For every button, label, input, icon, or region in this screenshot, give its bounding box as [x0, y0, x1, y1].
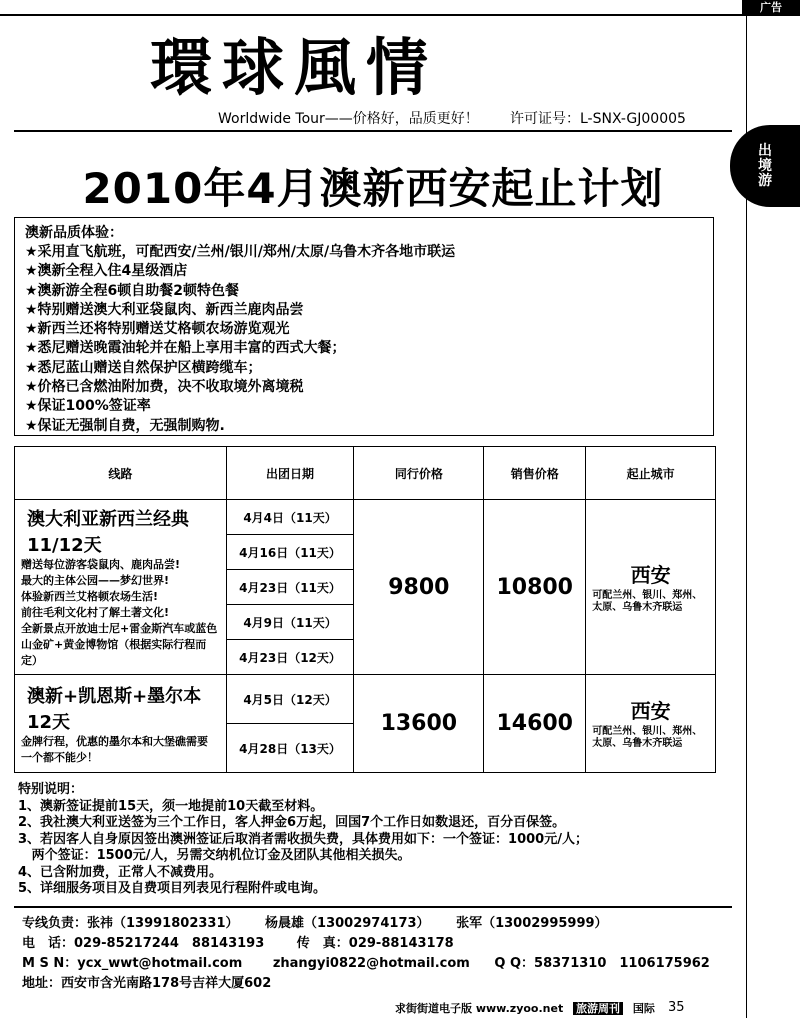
footer [395, 1000, 655, 1016]
route-line: 前往毛利文化村了解土著文化! [21, 606, 170, 619]
peer-price: 9800 [354, 500, 484, 675]
license-number: 许可证号：L-SNX-GJ00005 [510, 111, 686, 127]
table-row [15, 500, 716, 535]
connection-note: 可配兰州、银川、郑州、太原、乌鲁木齐联运 [592, 589, 703, 613]
contact-line-managers [22, 914, 722, 934]
contact-item: 张军（13002995999） [456, 916, 608, 931]
departure-date: 4月9日（11天） [226, 605, 354, 640]
note-item: 1、澳新签证提前15天，须一地提前10天截至材料。 [18, 798, 324, 814]
fax-number: 传 真：029-88143178 [296, 936, 454, 951]
qq-contact: Q Q：58371310 1106175962 [494, 956, 710, 971]
route-line: 山金矿+黄金博物馆（根据实际行程而定） [21, 638, 207, 667]
top-rule [0, 14, 748, 16]
departure-date: 4月23日（12天） [226, 640, 354, 675]
table-header-row [15, 447, 716, 500]
note-item: 4、已含附加费，正常人不减费用。 [18, 864, 223, 880]
route-line: 全新景点开放迪士尼+雷金斯汽车或蓝色 [21, 622, 218, 635]
city-cell [586, 675, 716, 773]
quality-item: ★保证100%签证率 [25, 398, 151, 415]
section-tab-label: 出境游 [758, 142, 772, 189]
quality-item: ★澳新全程入住4星级酒店 [25, 263, 188, 280]
sale-price: 14600 [484, 675, 586, 773]
footer-brand: 旅游周刊 [573, 1002, 623, 1015]
peer-price: 13600 [354, 675, 484, 773]
note-item: 3、若因客人自身原因签出澳洲签证后取消者需收损失费，具体费用如下：一个签证：1000元/人； [18, 831, 588, 847]
city-cell [586, 500, 716, 675]
connection-note: 可配兰州、银川、郑州、太原、乌鲁木齐联运 [592, 726, 703, 749]
route-cell [15, 675, 227, 773]
phone-number: 电 话：029-85217244 88143193 [22, 936, 265, 951]
footer-site[interactable]: 求街街道电子版 www.zyoo.net [395, 1002, 564, 1015]
city-name: 西安 [630, 562, 671, 587]
header-date: 出团日期 [226, 447, 354, 500]
header-sale-price: 销售价格 [484, 447, 586, 500]
quality-item: ★保证无强制自费，无强制购物. [25, 417, 225, 434]
departure-date: 4月16日（11天） [226, 535, 354, 570]
departure-date: 4月23日（11天） [226, 570, 354, 605]
msn-contact: M S N：ycx_wwt@hotmail.com [22, 956, 243, 971]
header-divider [14, 130, 732, 132]
route-title: 澳新+凯恩斯+墨尔本12天 [27, 685, 202, 733]
quality-item: ★采用直飞航班，可配西安/兰州/银川/郑州/太原/乌鲁木齐各地市联运 [25, 244, 456, 260]
ad-tag: 广告 [742, 0, 800, 16]
contact-item: 杨晨雄（13002974173） [265, 916, 430, 931]
contact-item: 专线负责：张祎（13991802331） [22, 916, 239, 931]
contact-line-online [22, 954, 722, 974]
contacts [22, 914, 722, 994]
quality-box [14, 217, 714, 436]
footer-section: 国际 [632, 1002, 655, 1015]
departure-date: 4月28日（13天） [226, 724, 354, 773]
quality-item: ★新西兰还将特别赠送艾格顿农场游览观光 [25, 321, 290, 338]
contact-line-phone [22, 934, 722, 954]
route-line: 体验新西兰艾格顿农场生活! [21, 590, 159, 603]
address: 地址：西安市含光南路178号吉祥大厦602 [22, 976, 272, 991]
note-item: 2、我社澳大利亚送签为三个工作日，客人押金6万起，回国7个工作日如数退还，百分百保签。 [18, 815, 566, 830]
quality-item: ★特别赠送澳大利亚袋鼠肉、新西兰鹿肉品尝 [25, 301, 304, 318]
section-tab-outbound[interactable] [730, 125, 800, 207]
page-number: 35 [668, 1000, 685, 1015]
route-line: 赠送每位游客袋鼠肉、鹿肉品尝! [21, 558, 181, 571]
quality-title: 澳新品质体验： [25, 225, 123, 241]
note-item: 5、详细服务项目及自费项目列表见行程附件或电询。 [18, 881, 327, 896]
tagline: Worldwide Tour——价格好，品质更好！ [218, 111, 479, 127]
email-contact: zhangyi0822@hotmail.com [272, 956, 470, 971]
departure-date: 4月5日（12天） [226, 675, 354, 724]
quality-item: ★悉尼赠送晚霞油轮并在船上享用丰富的西式大餐； [25, 340, 346, 357]
route-line: 最大的主体公园——梦幻世界! [21, 574, 170, 587]
header-route: 线路 [15, 447, 227, 500]
headline: 2010年4月澳新西安起止计划 [82, 164, 664, 213]
quality-item: ★悉尼蓝山赠送自然保护区横跨缆车； [25, 359, 262, 376]
header-city: 起止城市 [586, 447, 716, 500]
notes-title: 特别说明： [18, 782, 84, 797]
note-item: 两个签证：1500元/人，另需交纳机位订金及团队其他相关损失。 [18, 848, 411, 863]
route-cell [15, 500, 227, 675]
special-notes [18, 782, 738, 898]
price-table [14, 446, 716, 773]
route-line: 金牌行程，优惠的墨尔本和大堡礁需要 [21, 734, 208, 748]
quality-item: ★澳新游全程6顿自助餐2顿特色餐 [25, 282, 240, 299]
departure-date: 4月4日（11天） [226, 500, 354, 535]
city-name: 西安 [630, 699, 671, 723]
logo: 環球風情 [150, 31, 439, 104]
header-peer-price: 同行价格 [354, 447, 484, 500]
route-line: 一个都不能少！ [21, 750, 98, 764]
quality-item: ★价格已含燃油附加费，决不收取境外离境税 [25, 379, 304, 396]
route-title: 澳大利亚新西兰经典11/12天 [27, 509, 189, 556]
sale-price: 10800 [484, 500, 586, 675]
contacts-divider [14, 906, 732, 908]
table-row [15, 675, 716, 724]
